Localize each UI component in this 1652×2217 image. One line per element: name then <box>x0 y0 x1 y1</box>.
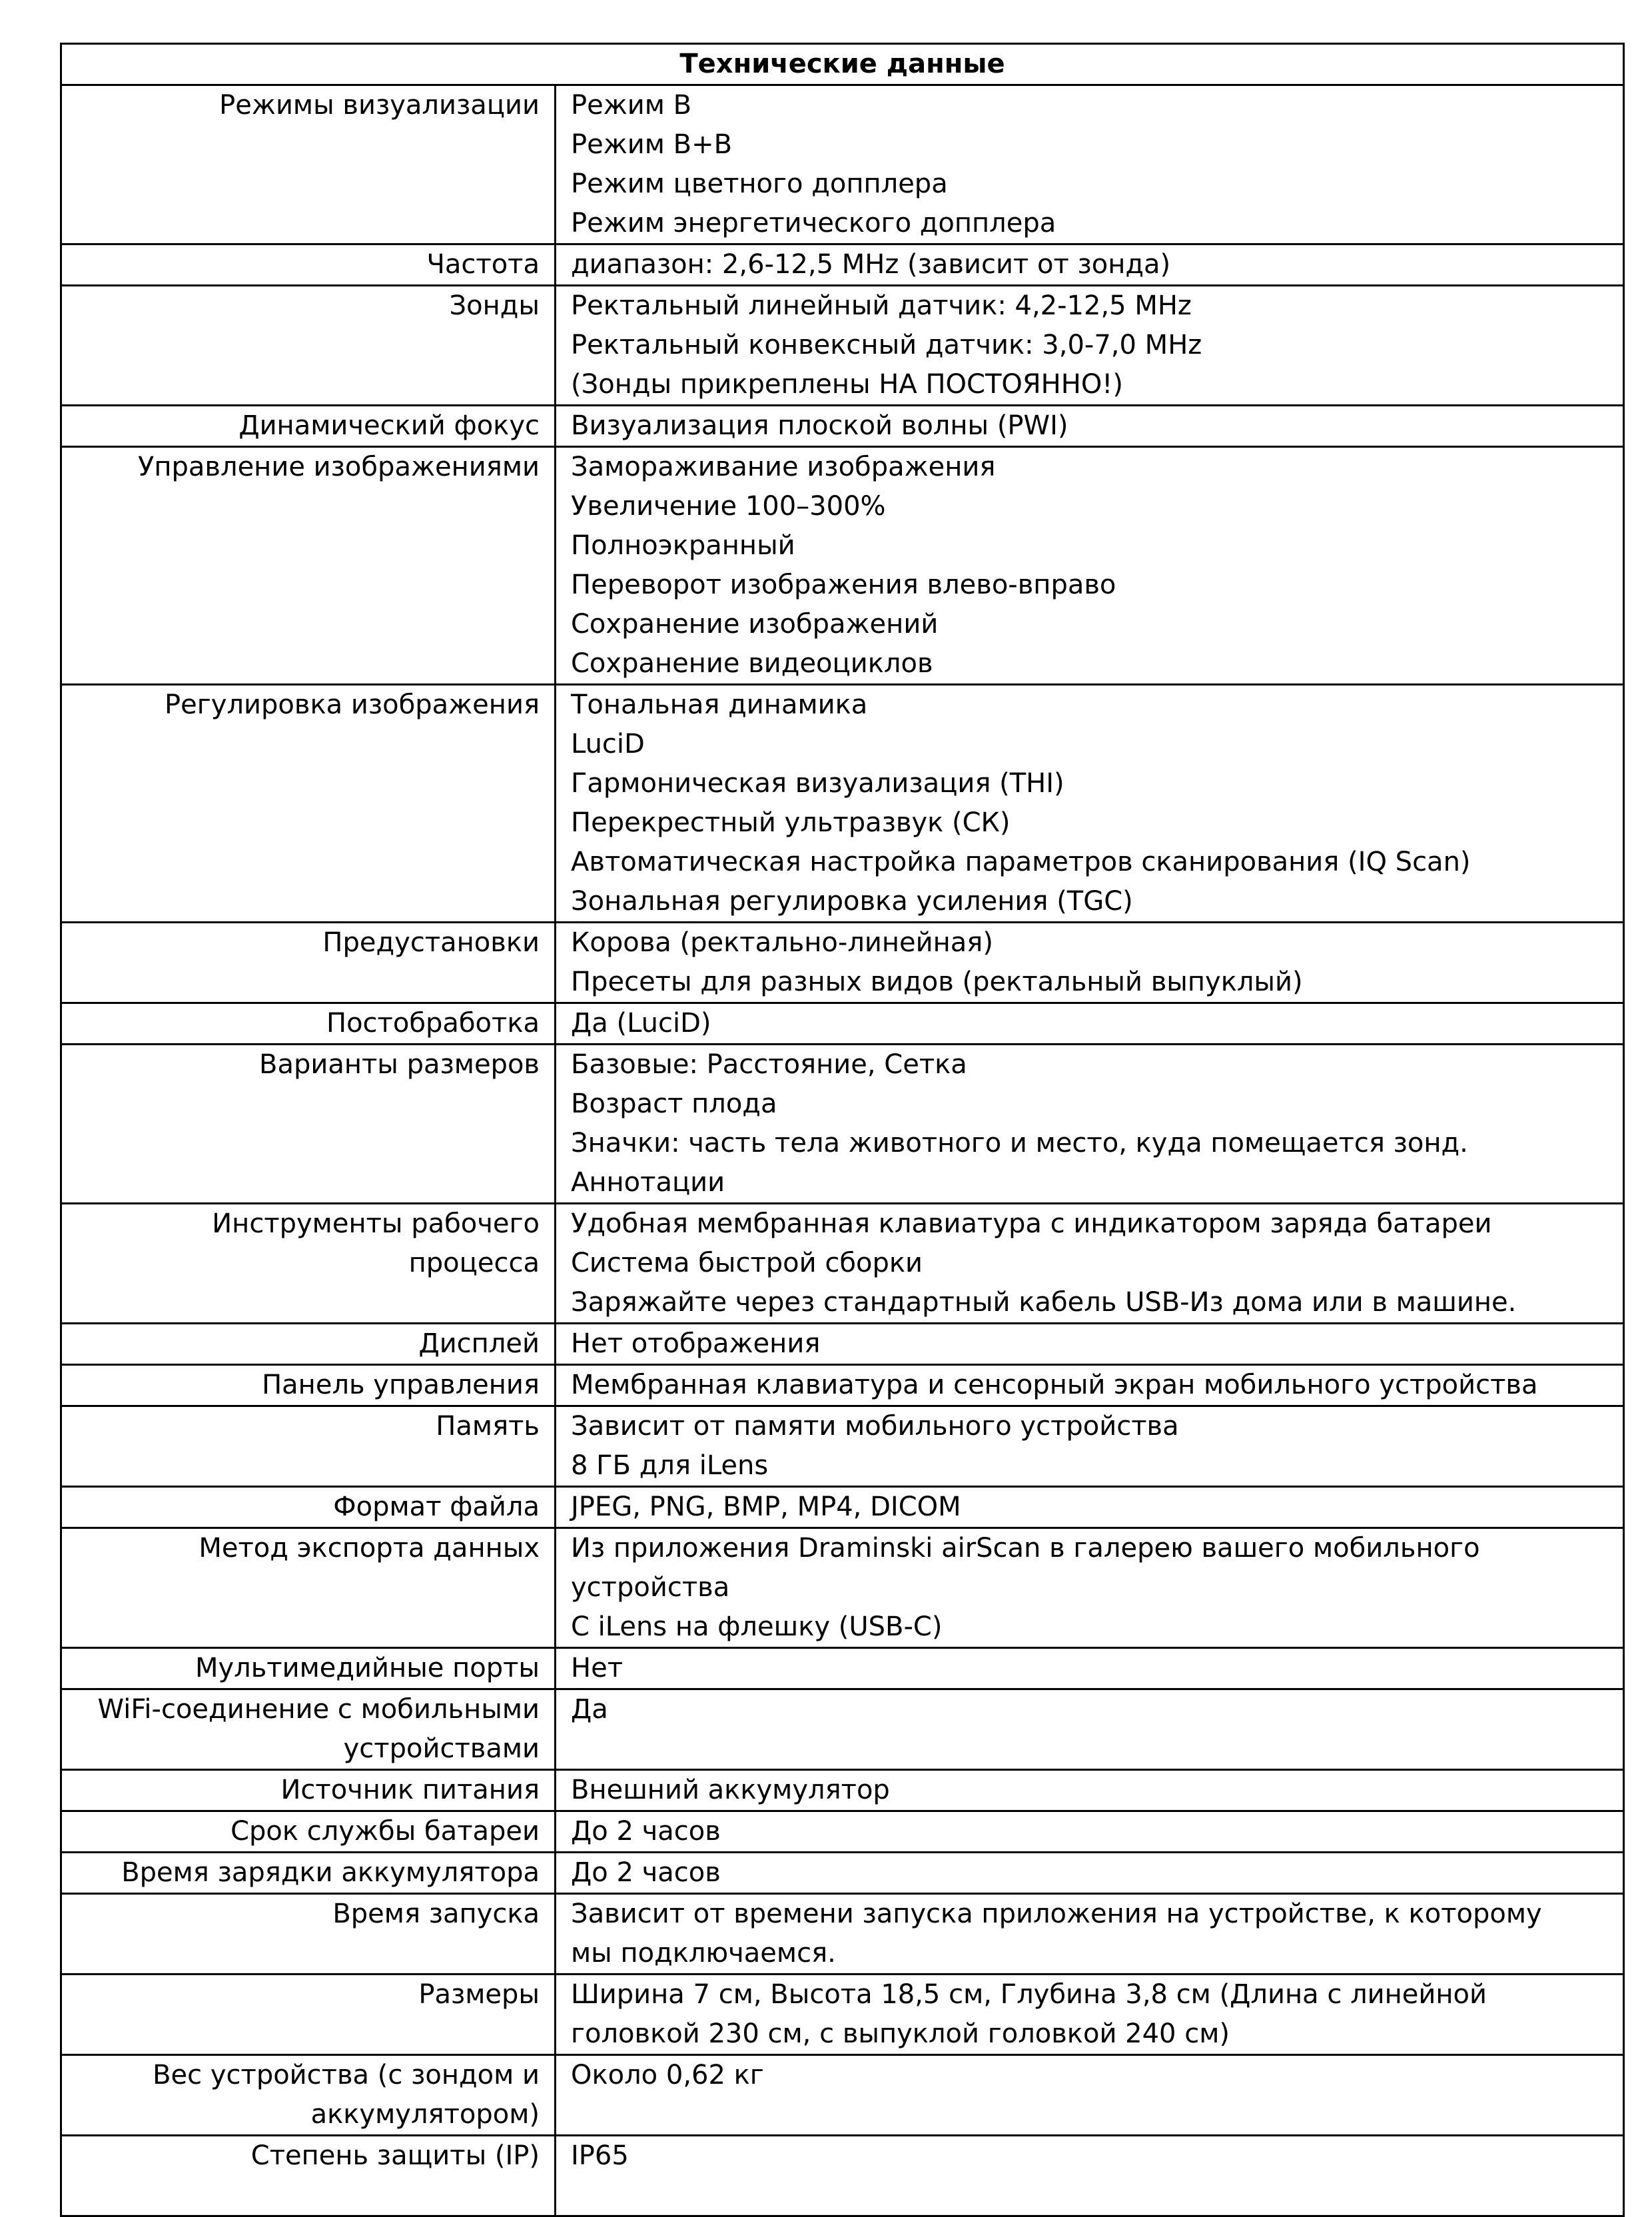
spec-value: Ректальный конвексный датчик: 3,0-7,0 MHz <box>571 330 1202 360</box>
spec-value: Ширина 7 см, Высота 18,5 см, Глубина 3,8 см (Длина с линейной головкой 230 см, с выпуклой головкой 240 см) <box>571 1979 1487 2049</box>
spec-label: Инструменты рабочего процесса <box>61 1204 556 1324</box>
spec-label: WiFi-соединение с мобильными устройствами <box>61 1689 556 1770</box>
spec-label: Мультимедийные порты <box>61 1648 556 1689</box>
spec-value-cell <box>556 1528 1624 1648</box>
spec-value-cell <box>556 286 1624 406</box>
spec-value: Тональная динамика <box>571 689 868 720</box>
spec-value: Базовые: Расстояние, Сетка <box>571 1049 967 1080</box>
spec-label: Варианты размеров <box>61 1045 556 1204</box>
table-row <box>61 447 1624 685</box>
spec-label: Срок службы батареи <box>61 1811 556 1853</box>
spec-value-cell <box>556 2136 1624 2216</box>
spec-value-cell <box>556 447 1624 685</box>
table-row <box>61 1770 1624 1811</box>
spec-value: Сохранение видеоциклов <box>571 648 933 679</box>
spec-value-cell <box>556 1853 1624 1894</box>
spec-value-cell <box>556 1770 1624 1811</box>
spec-value-cell <box>556 1894 1624 1975</box>
spec-label: Динамический фокус <box>61 406 556 447</box>
table-row <box>61 1975 1624 2055</box>
spec-value-cell <box>556 2055 1624 2136</box>
table-row <box>61 244 1624 286</box>
spec-value: Корова (ректально-линейная) <box>571 927 993 958</box>
table-row <box>61 1204 1624 1324</box>
spec-value: Внешний аккумулятор <box>571 1775 890 1805</box>
table-row <box>61 1487 1624 1528</box>
spec-value: Сохранение изображений <box>571 609 939 640</box>
spec-value: Нет <box>571 1653 623 1683</box>
spec-value-cell <box>556 1204 1624 1324</box>
spec-value-cell <box>556 923 1624 1003</box>
spec-value: Удобная мембранная клавиатура с индикатором заряда батареи <box>571 1208 1492 1239</box>
spec-label: Размеры <box>61 1975 556 2055</box>
spec-value: Да <box>571 1694 608 1725</box>
spec-label: Регулировка изображения <box>61 685 556 923</box>
spec-value: Заряжайте через стандартный кабель USB-Из дома или в машине. <box>571 1287 1517 1318</box>
spec-label: Источник питания <box>61 1770 556 1811</box>
table-row <box>61 1689 1624 1770</box>
spec-value: Визуализация плоской волны (PWI) <box>571 410 1068 441</box>
spec-value-cell <box>556 1811 1624 1853</box>
spec-label: Зонды <box>61 286 556 406</box>
spec-label: Частота <box>61 244 556 286</box>
table-header-row <box>61 44 1624 85</box>
spec-value: LuciD <box>571 729 645 759</box>
spec-label: Постобработка <box>61 1003 556 1045</box>
spec-value: Режим B+B <box>571 129 733 160</box>
spec-value: Перекрестный ультразвук (СК) <box>571 807 1011 838</box>
spec-value: Значки: часть тела животного и место, куда помещается зонд. <box>571 1128 1468 1158</box>
spec-value: (Зонды прикреплены НА ПОСТОЯННО!) <box>571 369 1123 400</box>
spec-value: JPEG, PNG, BMP, MP4, DICOM <box>571 1492 961 1522</box>
spec-label: Предустановки <box>61 923 556 1003</box>
table-row <box>61 685 1624 923</box>
spec-value: Переворот изображения влево-вправо <box>571 570 1116 600</box>
table-row <box>61 1528 1624 1648</box>
spec-value-cell <box>556 1975 1624 2055</box>
spec-value-cell <box>556 85 1624 244</box>
spec-value: Зависит от памяти мобильного устройства <box>571 1411 1179 1442</box>
spec-value: Гармоническая визуализация (THI) <box>571 768 1064 799</box>
spec-value: До 2 часов <box>571 1816 721 1847</box>
spec-label: Метод экспорта данных <box>61 1528 556 1648</box>
spec-label: Время зарядки аккумулятора <box>61 1853 556 1894</box>
spec-value: IP65 <box>571 2140 629 2171</box>
spec-value: Система быстрой сборки <box>571 1248 923 1278</box>
spec-label: Память <box>61 1406 556 1487</box>
spec-label: Управление изображениями <box>61 447 556 685</box>
spec-body <box>61 85 1624 2216</box>
spec-value: диапазон: 2,6-12,5 MHz (зависит от зонда) <box>571 249 1171 280</box>
spec-value-cell <box>556 244 1624 286</box>
spec-label: Панель управления <box>61 1365 556 1406</box>
spec-value-cell <box>556 1487 1624 1528</box>
table-row <box>61 2055 1624 2136</box>
table-row <box>61 1003 1624 1045</box>
table-row <box>61 923 1624 1003</box>
spec-value-cell <box>556 1689 1624 1770</box>
spec-label: Время запуска <box>61 1894 556 1975</box>
spec-value-cell <box>556 1365 1624 1406</box>
spec-value-cell <box>556 1045 1624 1204</box>
spec-value: 8 ГБ для iLens <box>571 1450 769 1481</box>
table-row <box>61 1406 1624 1487</box>
table-row <box>61 1324 1624 1365</box>
table-row <box>61 2136 1624 2216</box>
spec-value: Да (LuciD) <box>571 1008 711 1039</box>
table-row <box>61 1648 1624 1689</box>
spec-label: Степень защиты (IP) <box>61 2136 556 2216</box>
spec-value: Мембранная клавиатура и сенсорный экран мобильного устройства <box>571 1370 1538 1400</box>
spec-label: Вес устройства (с зондом и аккумулятором) <box>61 2055 556 2136</box>
spec-value-cell <box>556 1648 1624 1689</box>
spec-value: Зональная регулировка усиления (TGC) <box>571 886 1133 917</box>
table-row <box>61 1853 1624 1894</box>
spec-value: Около 0,62 кг <box>571 2060 764 2090</box>
spec-value: Возраст плода <box>571 1089 777 1119</box>
spec-value: Зависит от времени запуска приложения на устройстве, к которому мы подключаемся. <box>571 1899 1542 1969</box>
table-row <box>61 1045 1624 1204</box>
spec-value: Увеличение 100–300% <box>571 491 886 522</box>
spec-table <box>60 43 1625 2217</box>
spec-value-cell <box>556 685 1624 923</box>
spec-value: Нет отображения <box>571 1328 821 1359</box>
spec-value: Автоматическая настройка параметров сканирования (IQ Scan) <box>571 847 1471 877</box>
spec-value: Из приложения Draminski airScan в галерею вашего мобильного устройства <box>571 1533 1480 1603</box>
table-title: Технические данные <box>61 44 1624 85</box>
spec-value: Замораживание изображения <box>571 452 996 482</box>
spec-value: Ректальный линейный датчик: 4,2-12,5 MHz <box>571 290 1192 321</box>
spec-label: Дисплей <box>61 1324 556 1365</box>
spec-value-cell <box>556 406 1624 447</box>
spec-value: Режим энергетического допплера <box>571 208 1056 238</box>
spec-label: Режимы визуализации <box>61 85 556 244</box>
spec-label: Формат файла <box>61 1487 556 1528</box>
spec-value: До 2 часов <box>571 1857 721 1888</box>
table-row <box>61 406 1624 447</box>
table-row <box>61 1894 1624 1975</box>
spec-value-cell <box>556 1003 1624 1045</box>
table-row <box>61 1365 1624 1406</box>
table-row <box>61 85 1624 244</box>
spec-value: Пресеты для разных видов (ректальный выпуклый) <box>571 967 1303 997</box>
table-row <box>61 286 1624 406</box>
spec-value: Полноэкранный <box>571 530 795 561</box>
spec-value: Режим B <box>571 90 692 121</box>
spec-value: С iLens на флешку (USB-C) <box>571 1611 943 1642</box>
spec-value: Режим цветного допплера <box>571 169 948 199</box>
spec-value: Аннотации <box>571 1167 725 1198</box>
table-row <box>61 1811 1624 1853</box>
spec-value-cell <box>556 1406 1624 1487</box>
spec-value-cell <box>556 1324 1624 1365</box>
